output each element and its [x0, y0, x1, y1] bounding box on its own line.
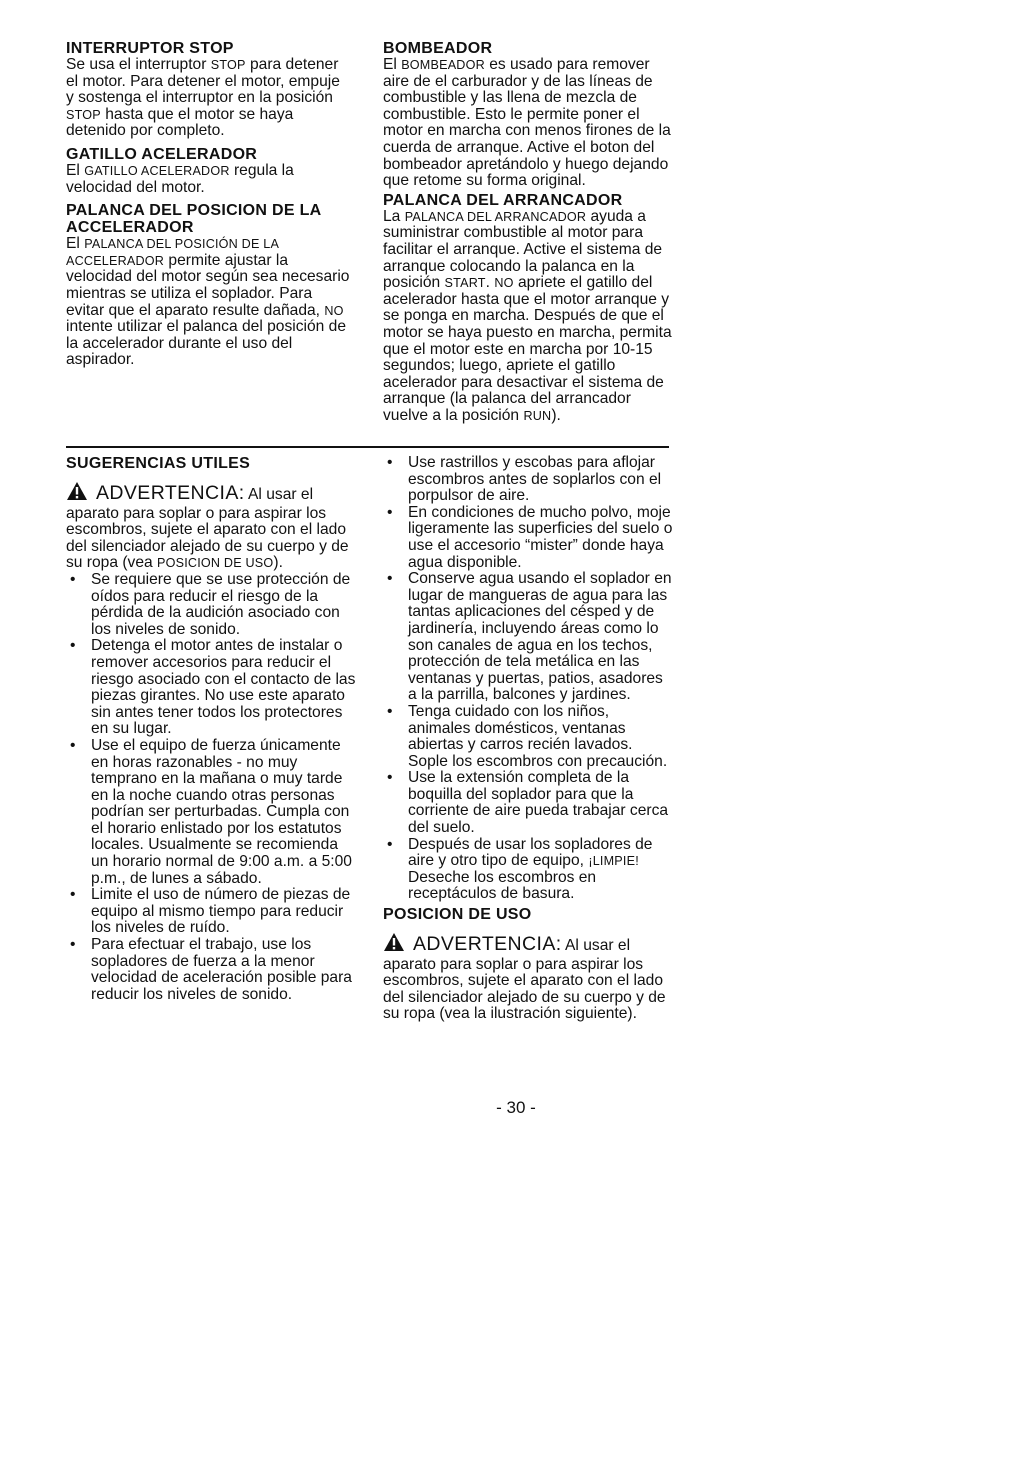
interruptor-stop-section [66, 40, 351, 140]
list-item: • Detenga el motor antes de instalar o remover accesorios para reducir el riesgo asociado con el contacto de las piezas girantes. No use este aparato sin antes tener todos los protectores en su lugar. [66, 638, 356, 738]
palanca-posicion-text: El PALANCA DEL POSICIÓN DE LA ACCELERADOR permite ajustar la velocidad del motor según sea necesario mientras se utiliza el soplador. Para evitar que el aparato resulte dañada, NO intente utilizar el palanca del posición de la accelerador durante el uso del aspirador. [66, 235, 350, 369]
arrancador-text: La PALANCA DEL ARRANCADOR ayuda a suministrar combustible al motor para facilitar el arranque. Active el sistema de arranque colocando la palanca en la posición START. NO apriete el gatillo del acelerador hasta que el motor arranque y se ponga en marcha. Después de que el motor se haya puesto en marcha, permita que el motor este en marcha por 10-15 segundos; luego, apriete el gatillo acelerador para desactivar el sistema de arranque (la palanca del arrancador vuelve a la posición RUN). [383, 207, 672, 424]
list-item: • Limite el uso de número de piezas de equipo al mismo tiempo para reducir los niveles de ruído. [66, 887, 356, 937]
gatillo-acelerador-section [66, 146, 351, 196]
list-item: • Se requiere que se use protección de oídos para reducir el riesgo de la pérdida de la audición asociado con los niveles de sonido. [66, 572, 356, 638]
warning-label: ADVERTENCIA: [413, 933, 562, 956]
list-item: • Use el equipo de fuerza únicamente en horas razonables - no muy temprano en la mañana o muy tarde en la noche cuando otras personas podrían ser perturbadas. Cumpla con el horario enlistado por los estatutos locales. Usualmente se recomienda un horario normal de 9:00 a.m. a 5:00 p.m., de lunes a sábado. [66, 738, 356, 887]
bombeador-heading: BOMBEADOR [383, 40, 493, 57]
posicion-de-uso-heading: POSICION DE USO [383, 906, 532, 924]
top-right-column [383, 40, 673, 430]
list-item: • Use rastrillos y escobas para aflojar escombros antes de soplarlos con el porpulsor de aire. [383, 455, 673, 505]
palanca-posicion-section [66, 202, 351, 369]
bottom-right-column [383, 455, 673, 1023]
page-number: - 30 - [496, 1098, 536, 1117]
list-item: • Conserve agua usando el soplador en lugar de mangueras de agua para las tantas aplicaciones del césped y de jardinería, incluyendo áreas como lo son canales de agua en los techos, protección de tela metálica en las ventanas y puertas, patios, asadores a la parrilla, balcones y jardines. [383, 571, 673, 704]
gatillo-acelerador-text: El GATILLO ACELERADOR regula la velocidad del motor. [66, 161, 294, 196]
list-item: • Tenga cuidado con los niños, animales domésticos, ventanas abiertas y carros recién lavados. Sople los escombros con precaución. [383, 704, 673, 770]
sugerencias-warning: ADVERTENCIA: Al usar el aparato para soplar o para aspirar los escombros, sujete el aparato con el lado del silenciador alejado de su cuerpo y de su ropa (vea POSICION DE USO). [66, 482, 349, 572]
list-item: • Use la extensión completa de la boquilla del soplador para que la corriente de aire pueda trabajar cerca del suelo. [383, 770, 673, 836]
bombeador-text: El BOMBEADOR es usado para remover aire de el carburador y de las líneas de combustible y las llena de mezcla de combustible. Esto le permite poner el motor en marcha con menos firones de la cuerda de arranque. Active el boton del bombeador apretándolo y huego dejando que retome su forma original. [383, 56, 671, 190]
sugerencias-list-continued [383, 455, 673, 903]
warning-label: ADVERTENCIA: [96, 482, 245, 504]
bombeador-section [383, 40, 673, 190]
gatillo-acelerador-heading: GATILLO ACELERADOR [66, 145, 258, 163]
top-left-column [66, 40, 351, 375]
section-divider [66, 446, 669, 448]
list-item: • Para efectuar el trabajo, use los sopladores de fuerza a la menor velocidad de aceleración posible para reducir los niveles de sonido. [66, 937, 356, 1003]
posicion-warning: ADVERTENCIA: Al usar el aparato para soplar o para aspirar los escombros, sujete el aparato con el lado del silenciador alejado de su cuerpo y de su ropa (vea la ilustración siguiente). [383, 933, 666, 1023]
list-item: • En condiciones de mucho polvo, moje ligeramente las superficies del suelo o use el accesorio “mister” donde haya agua disponible. [383, 505, 673, 571]
warning-triangle-icon [383, 932, 405, 957]
warning-triangle-icon [66, 481, 88, 506]
arrancador-section [383, 192, 673, 425]
arrancador-heading: PALANCA DEL ARRANCADOR [383, 191, 623, 209]
bottom-left-column [66, 455, 356, 1003]
palanca-posicion-heading: PALANCA DEL POSICION DE LA ACCELERADOR [66, 202, 321, 237]
interruptor-stop-heading: INTERRUPTOR STOP [66, 40, 234, 57]
sugerencias-list [66, 572, 356, 1003]
interruptor-stop-text: Se usa el interruptor STOP para detener el motor. Para detener el motor, empuje y sostenga el interruptor en la posición STOP hasta que el motor se haya detenido por completo. [66, 56, 340, 140]
sugerencias-heading: SUGERENCIAS UTILES [66, 455, 251, 472]
list-item: • Después de usar los sopladores de aire y otro tipo de equipo, ¡LIMPIE! Deseche los escombros en receptáculos de basura. [383, 837, 673, 903]
